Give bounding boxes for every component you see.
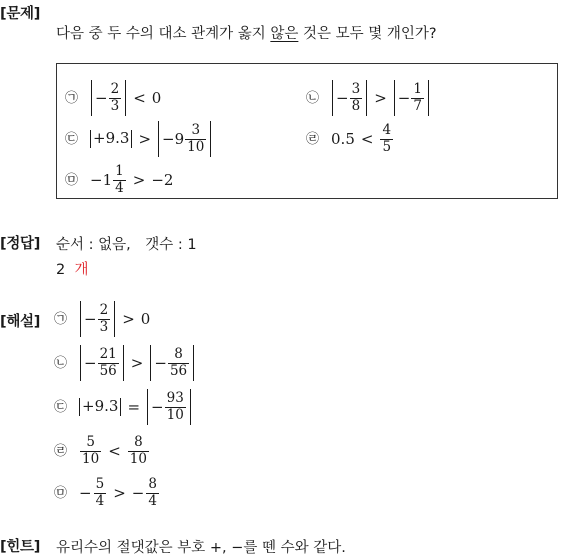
fraction: $\frac{1}{4}$ <box>115 163 124 196</box>
fraction: $\frac{2}{3}$ <box>110 81 120 114</box>
explanation-item-d <box>54 432 150 470</box>
abs-value: +9.3 <box>90 130 132 147</box>
problem-item-b <box>306 80 430 116</box>
operator: = <box>127 397 141 416</box>
mark-a: ㉠ <box>65 90 79 106</box>
abs-value: − $\frac{3}{8}$ <box>332 80 367 116</box>
mark-b: ㉡ <box>306 90 320 106</box>
fraction: $\frac{21}{56}$ <box>99 346 117 379</box>
answer-label: [정답] <box>0 236 41 252</box>
fraction: $\frac{8}{10}$ <box>129 434 147 467</box>
answer-count-value: 2 <box>56 262 66 278</box>
problem-label: [문제] <box>0 6 41 22</box>
fraction: $\frac{3}{10}$ <box>187 122 205 155</box>
abs-value: −9 $\frac{3}{10}$ <box>158 121 211 157</box>
fraction: $\frac{8}{4}$ <box>148 476 157 509</box>
operator: < <box>108 441 121 460</box>
operator: > <box>138 129 152 148</box>
abs-value: − $\frac{2}{3}$ <box>91 80 126 116</box>
fraction: $\frac{1}{7}$ <box>413 81 422 114</box>
fraction: $\frac{4}{5}$ <box>382 122 392 155</box>
question-text <box>56 22 437 43</box>
abs-value: − $\frac{2}{3}$ <box>80 301 115 337</box>
mark-d: ㉣ <box>306 131 320 147</box>
fraction: $\frac{2}{3}$ <box>99 302 109 335</box>
mark-a: ㉠ <box>54 311 68 327</box>
explanation-item-b <box>54 344 195 382</box>
fraction: $\frac{5}{10}$ <box>82 434 100 467</box>
explanation-item-c <box>54 388 192 426</box>
explanation-item-a <box>54 300 150 338</box>
fraction: $\frac{5}{4}$ <box>95 476 105 509</box>
abs-value: − $\frac{93}{10}$ <box>147 389 191 425</box>
question-underlined: 않은 <box>270 26 299 42</box>
explanation-item-e: ㉤ − $\frac{5}{4}$ > − $\frac{8}{4}$ <box>54 476 157 509</box>
rhs-value: 0 <box>151 88 162 107</box>
whole-part: −1 <box>90 170 113 189</box>
fraction: $\frac{8}{56}$ <box>169 346 188 379</box>
mark-d: ㉣ <box>54 443 68 459</box>
mark-c: ㉢ <box>65 131 79 147</box>
problem-item-d <box>306 121 394 157</box>
answer-line: 순서 : 없음, 갯수 : 1 <box>56 237 197 253</box>
operator: < <box>133 88 146 107</box>
abs-value: − $\frac{21}{56}$ <box>80 345 124 381</box>
rhs-value: −2 <box>151 170 174 189</box>
hint-label: [힌트] <box>0 539 41 555</box>
problem-item-c <box>65 121 212 157</box>
operator: < <box>360 129 374 148</box>
answer-count <box>56 258 88 279</box>
fraction: $\frac{93}{10}$ <box>166 390 184 423</box>
mark-c: ㉢ <box>54 399 68 415</box>
operator: > <box>122 309 135 328</box>
hint-text: 유리수의 절댓값은 부호 +, −를 뗀 수와 같다. <box>56 540 346 556</box>
question-post: 것은 모두 몇 개인가? <box>298 26 437 42</box>
problem-item-e <box>65 162 173 198</box>
mark-b: ㉡ <box>54 355 68 371</box>
problem-item-a <box>65 80 161 116</box>
operator: > <box>113 483 126 502</box>
fraction: $\frac{3}{8}$ <box>351 81 361 114</box>
lhs-value: 0.5 <box>331 129 355 148</box>
abs-value: +9.3 <box>79 398 121 415</box>
abs-value: − $\frac{1}{7}$ <box>394 80 429 116</box>
operator: > <box>374 88 387 107</box>
operator: > <box>132 170 146 189</box>
operator: > <box>130 353 144 372</box>
rhs-value: 0 <box>140 309 151 328</box>
mark-e: ㉤ <box>54 485 68 501</box>
abs-value: − $\frac{8}{56}$ <box>150 345 194 381</box>
mark-e: ㉤ <box>65 172 79 188</box>
question-pre: 다음 중 두 수의 대소 관계가 옳지 <box>56 26 271 42</box>
answer-unit: 개 <box>74 262 89 278</box>
explanation-label: [해설] <box>0 314 41 330</box>
